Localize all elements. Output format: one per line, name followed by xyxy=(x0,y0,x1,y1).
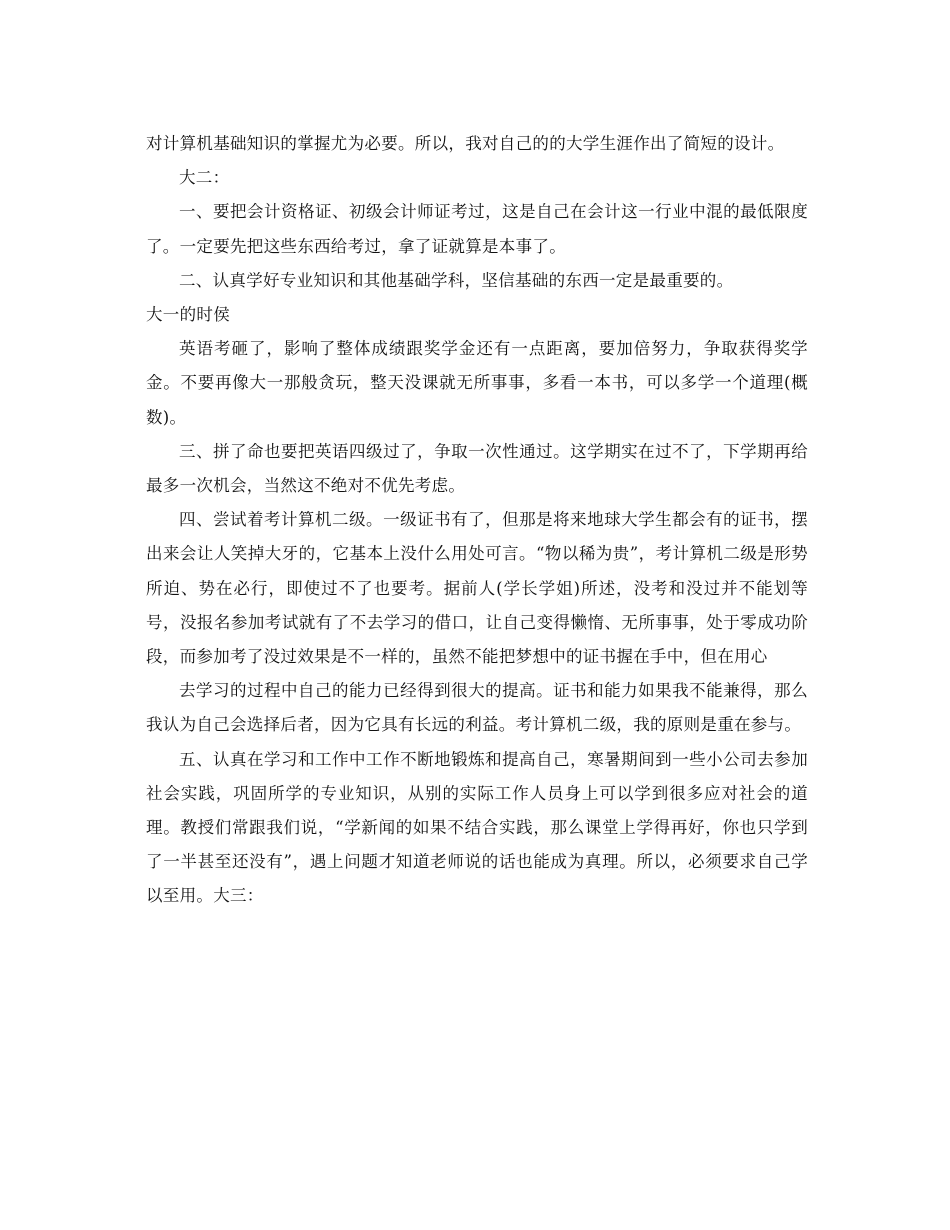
document-body xyxy=(146,127,808,914)
paragraph-9: 去学习的过程中自己的能力已经得到很大的提高。证书和能力如果我不能兼得，那么我认为自己会选择后者，因为它具有长远的利益。考计算机二级，我的原则是重在参与。 xyxy=(146,681,808,735)
paragraph-6: 英语考砸了，影响了整体成绩跟奖学金还有一点距离，要加倍努力，争取获得奖学金。不要再像大一那般贪玩，整天没课就无所事事，多看一本书，可以多学一个道理(概数)。 xyxy=(146,339,808,427)
paragraph-2: 大二： xyxy=(179,168,230,188)
paragraph-10: 五、认真在学习和工作中工作不断地锻炼和提高自己，寒暑期间到一些小公司去参加社会实践，巩固所学的专业知识，从别的实际工作人员身上可以学到很多应对社会的道理。教授们常跟我们说，“学新闻的如果不结合实践，那么课堂上学得再好，你也只学到了一半甚至还没有”，遇上问题才知道老师说的话也能成为真理。所以，必须要求自己学以至用。大三： xyxy=(146,749,808,906)
paragraph-8: 四、尝试着考计算机二级。一级证书有了，但那是将来地球大学生都会有的证书，摆出来会让人笑掉大牙的，它基本上没什么用处可言。“物以稀为贵”，考计算机二级是形势所迫、势在必行，即使过不了也要考。据前人(学长学姐)所述，没考和没过并不能划等号，没报名参加考试就有了不去学习的借口，让自己变得懒惰、无所事事，处于零成功阶段，而参加考了没过效果是不一样的，虽然不能把梦想中的证书握在手中，但在用心 xyxy=(146,510,808,667)
paragraph-7: 三、拼了命也要把英语四级过了，争取一次性通过。这学期实在过不了，下学期再给最多一次机会，当然这不绝对不优先考虑。 xyxy=(146,441,808,496)
paragraph-5: 大一的时侯 xyxy=(146,305,230,325)
paragraph-1: 对计算机基础知识的掌握尤为必要。所以，我对自己的的大学生涯作出了简短的设计。 xyxy=(146,134,785,153)
paragraph-3: 一、要把会计资格证、初级会计师证考过，这是自己在会计这一行业中混的最低限度了。一定要先把这些东西给考过，拿了证就算是本事了。 xyxy=(146,202,808,256)
paragraph-4: 二、认真学好专业知识和其他基础学科，坚信基础的东西一定是最重要的。 xyxy=(179,270,734,290)
